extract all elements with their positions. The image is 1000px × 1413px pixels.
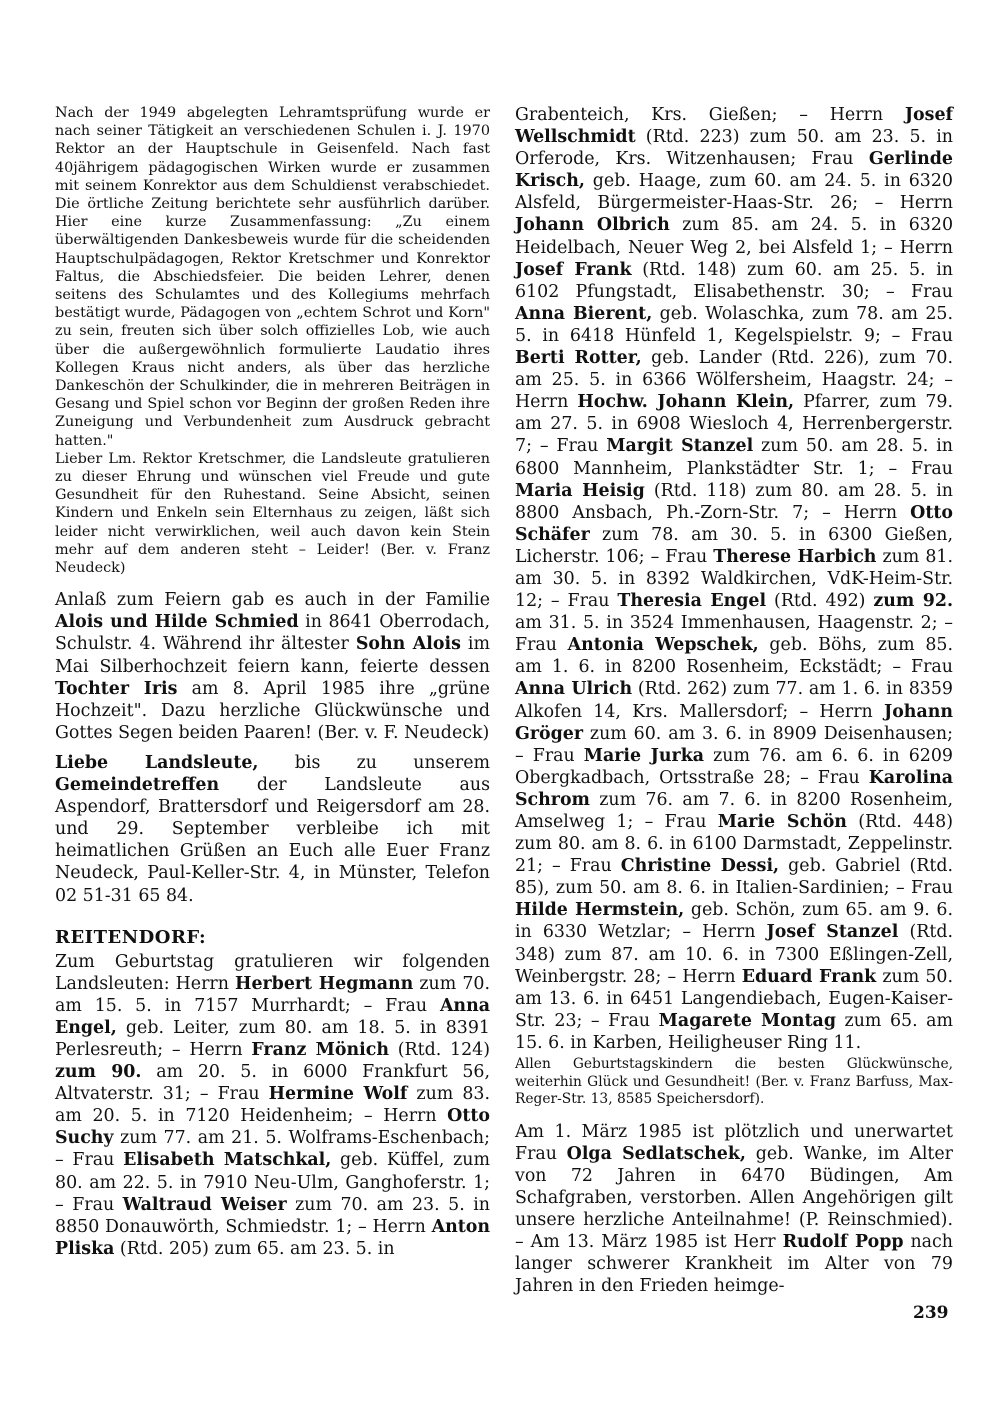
left-column bbox=[55, 104, 490, 1260]
paragraph-congratulation: Lieber Lm. Rektor Kretschmer, die Landsleute gratulieren zu dieser Ehrung und wünschen viel Freude und gute Gesundheit für den Ruhestand. Seine Absicht, seinen Kindern und Enkeln sein Elternhaus zu zeigen, läßt sich leider nicht verwirklichen, weil auch davon kein Stein mehr auf dem anderen steht – Leider! (Ber. v. Franz Neudeck) bbox=[55, 450, 490, 577]
paragraph-birthdays-continued: Grabenteich, Krs. Gießen; – Herrn Josef Wellschmidt (Rtd. 223) zum 50. am 23. 5. in Orferode, Krs. Witzenhausen; Frau Gerlinde Krisch, geb. Haage, zum 60. am 24. 5. in 6320 Alsfeld, Bürgermeister-Haas-Str. 26; – Herrn Johann Olbrich zum 85. am 24. 5. in 6320 Heidelbach, Neuer Weg 2, bei Alsfeld 1; – Herrn Josef Frank (Rtd. 148) zum 60. am 25. 5. in 6102 Pfungstadt, Elisabethenstr. 30; – Frau Anna Bierent, geb. Wolaschka, zum 78. am 25. 5. in 6418 Hünfeld 1, Kegelspielstr. 9; – Frau Berti Rotter, geb. Lander (Rtd. 226), zum 70. am 25. 5. in 6366 Wölfersheim, Haagstr. 24; – Herrn Hochw. Johann Klein, Pfarrer, zum 79. am 27. 5. in 6908 Wiesloch 4, Herrenbergerstr. 7; – Frau Margit Stanzel zum 50. am 28. 5. in 6800 Mannheim, Plankstädter Str. 1; – Frau Maria Heisig (Rtd. 118) zum 80. am 28. 5. in 8800 Ansbach, Ph.-Zorn-Str. 7; – Herrn Otto Schäfer zum 78. am 30. 5. in 6300 Gießen, Licherstr. 106; – Frau Therese Harbich zum 81. am 30. 5. in 8392 Waldkirchen, VdK-Heim-Str. 12; – Frau Theresia Engel (Rtd. 492) zum 92. am 31. 5. in 3524 Immenhausen, Haagenstr. 2; – Frau Antonia Wepschek, geb. Böhs, zum 85. am 1. 6. in 8200 Rosenheim, Eckstädt; – Frau Anna Ulrich (Rtd. 262) zum 77. am 1. 6. in 8359 Alkofen 14, Krs. Mallersdorf; – Herrn Johann Gröger zum 60. am 3. 6. in 8909 Deisenhausen; – Frau Marie Jurka zum 76. am 6. 6. in 6209 Obergkadbach, Ortsstraße 28; – Frau Karolina Schrom zum 76. am 7. 6. in 8200 Rosenheim, Amselweg 1; – Frau Marie Schön (Rtd. 448) zum 80. am 8. 6. in 6100 Darmstadt, Zeppelinstr. 21; – Frau Christine Dessi, geb. Gabriel (Rtd. 85), zum 50. am 8. 6. in Italien-Sardinien; – Frau Hilde Hermstein, geb. Schön, zum 65. am 9. 6. in 6330 Wetzlar; – Herrn Josef Stanzel (Rtd. 348) zum 87. am 10. 6. in 7300 Eßlingen-Zell, Weinbergstr. 28; – Herrn Eduard Frank zum 50. am 13. 6. in 6451 Langendiebach, Eugen-Kaiser-Str. 23; – Frau Magarete Montag zum 65. am 15. 6. in Karben, Heiligheuser Ring 11. bbox=[515, 105, 954, 1053]
page-number: 239 bbox=[913, 1303, 949, 1323]
paragraph-wishes-note: Allen Geburtstagskindern die besten Glückwünsche, weiterhin Glück und Gesundheit! (Ber. v. Franz Barfuss, Max-Reger-Str. 13, 8585 Speichersdorf). bbox=[515, 1056, 953, 1108]
paragraph-farewell: Nach der 1949 abgelegten Lehramtsprüfung wurde er nach seiner Tätigkeit an verschiedenen Schulen i. J. 1970 Rektor an der Hauptschule in Geisenfeld. Nach fast 40jährigem pädagogischen Wirken wurde er zusammen mit seinem Konrektor aus dem Schuldienst verabschiedet. Die örtliche Zeitung berichtete sehr ausführlich darüber. Hier eine kurze Zusammenfassung: „Zu einem überwältigenden Dankesbeweis wurde für die scheidenden Hauptschulpädagogen, Rektor Kretschmer und Konrektor Faltus, die Abschiedsfeier. Die beiden Lehrer, denen seitens des Schulamtes und des Kollegiums mehrfach bestätigt wurde, Pädagogen von „echtem Schrot und Korn" zu sein, freuten sich über solch offizielles Lob, wie auch über die außergewöhnlich formulierte Laudatio ihres Kollegen Kraus nicht anders, als über das herzliche Dankeschön der Schulkinder, die in mehreren Beiträgen in Gesang und Spiel schon vor Beginn der großen Reden ihre Zuneigung und Verbundenheit zum Ausdruck gebracht hatten." bbox=[55, 105, 490, 449]
right-column bbox=[515, 104, 953, 1298]
paragraph-birthdays-reitendorf: Zum Geburtstag gratulieren wir folgenden Landsleuten: Herrn Herbert Hegmann zum 70. am 15. 5. in 7157 Murrhardt; – Frau Anna Engel, geb. Leiter, zum 80. am 18. 5. in 8391 Perlesreuth; – Herrn Franz Mönich (Rtd. 124) zum 90. am 20. 5. in 6000 Frankfurt 56, Altvaterstr. 31; – Frau Hermine Wolf zum 83. am 20. 5. in 7120 Heidenheim; – Herrn Otto Suchy zum 77. am 21. 5. Wolframs-Eschenbach; – Frau Elisabeth Matschkal, geb. Küffel, zum 80. am 22. 5. in 7910 Neu-Ulm, Ganghoferstr. 1; – Frau Waltraud Weiser zum 70. am 23. 5. in 8850 Donauwörth, Schmiedstr. 1; – Herrn Anton Pliska (Rtd. 205) zum 65. am 23. 5. in bbox=[55, 951, 491, 1259]
paragraph-gemeindetreffen: Liebe Landsleute, bis zu unserem Gemeindetreffen der Landsleute aus Aspendorf, Brattersdorf und Reigersdorf am 28. und 29. September verbleibe ich mit heimatlichen Grüßen an Euch alle Euer Franz Neudeck, Paul-Keller-Str. 4, in Münster, Telefon 02 51-31 65 84. bbox=[55, 752, 490, 906]
paragraph-obituaries: Am 1. März 1985 ist plötzlich und unerwartet Frau Olga Sedlatschek, geb. Wanke, im Alter von 72 Jahren in 6470 Büdingen, Am Schafgraben, verstorben. Allen Angehörigen gilt unsere herzliche Anteilnahme! (P. Reinschmied). – Am 13. März 1985 ist Herr Rudolf Popp nach langer schwerer Krankheit im Alter von 79 Jahren in den Frieden heimge- bbox=[515, 1121, 953, 1297]
section-heading-reitendorf: REITENDORF: bbox=[55, 926, 207, 948]
paragraph-schmied-family: Anlaß zum Feiern gab es auch in der Familie Alois und Hilde Schmied in 8641 Oberrodach, Schulstr. 4. Während ihr ältester Sohn Alois im Mai Silberhochzeit feiern kann, feierte dessen Tochter Iris am 8. April 1985 ihre „grüne Hochzeit". Dazu herzliche Glückwünsche und Gottes Segen beiden Paaren! (Ber. v. F. Neudeck) bbox=[55, 590, 490, 743]
